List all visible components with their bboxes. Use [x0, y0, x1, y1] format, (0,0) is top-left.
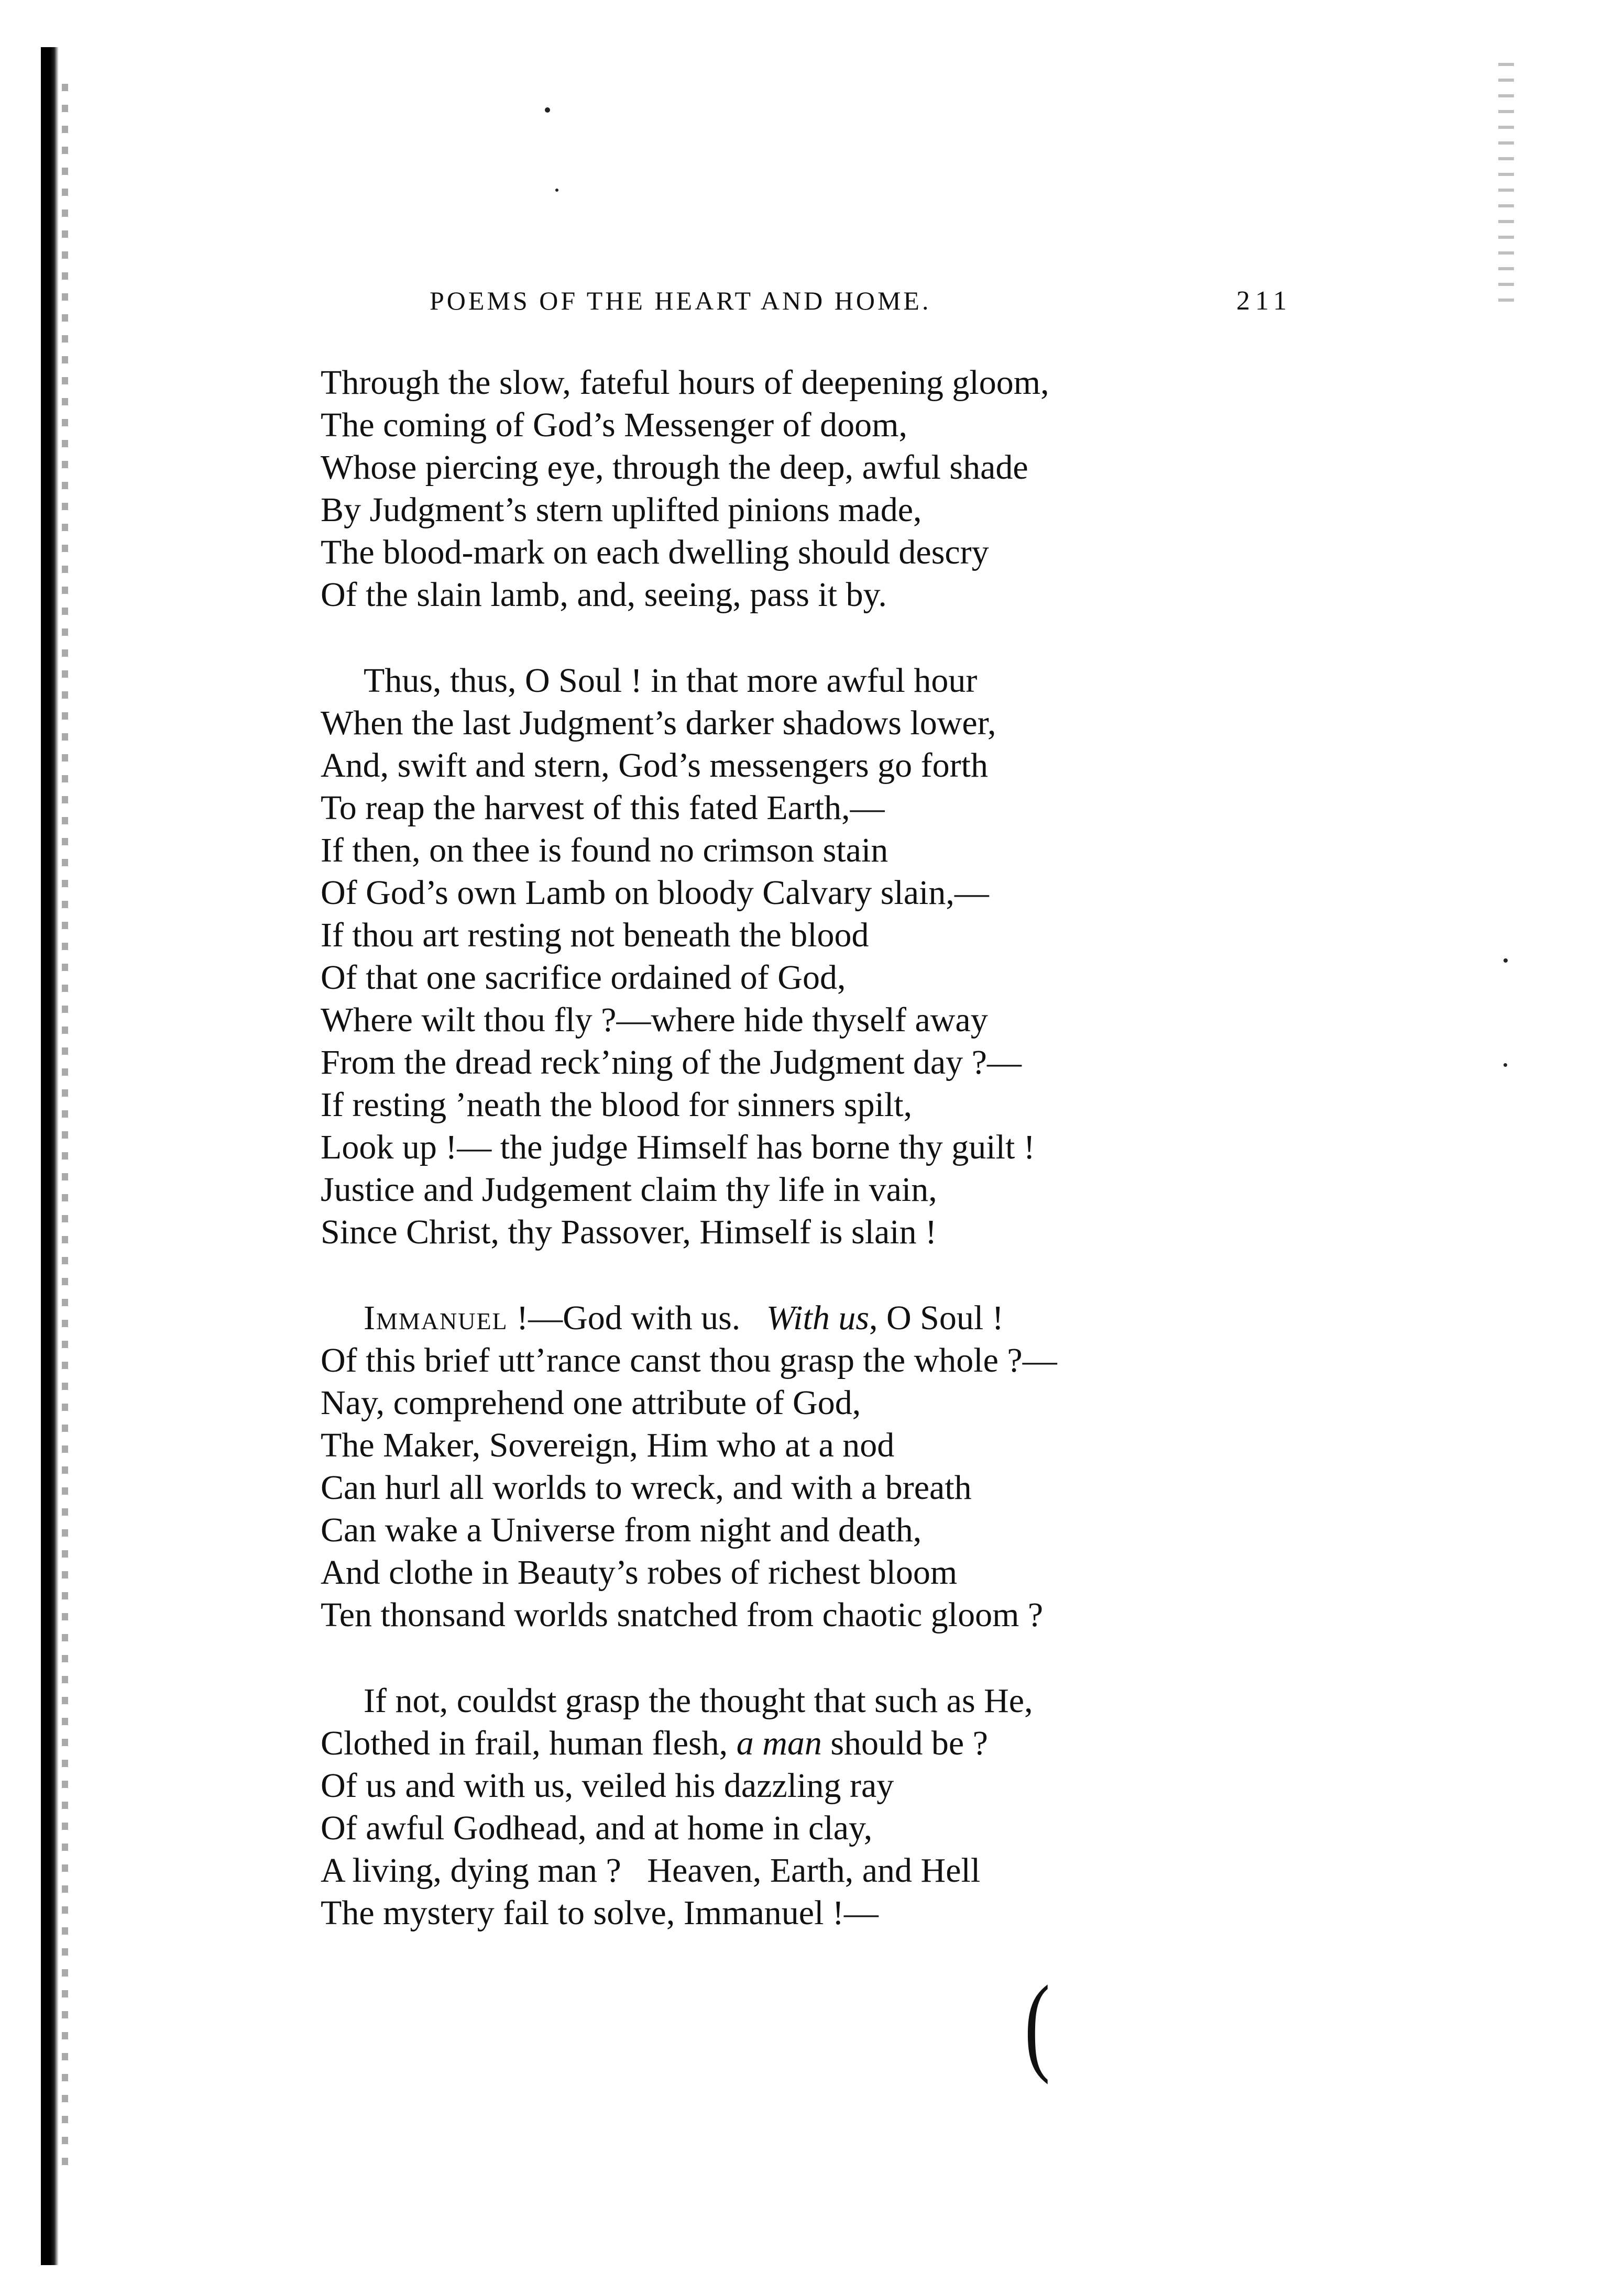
poem-line: Where wilt thou fly ?—where hide thyself away: [321, 1001, 988, 1039]
poem-body: [321, 361, 1421, 1978]
poem-line: Of us and with us, veiled his dazzling ray: [321, 1767, 894, 1805]
poem-line: Whose piercing eye, through the deep, awful shade: [321, 448, 1028, 487]
margin-specks: [1498, 63, 1514, 314]
poem-line: If then, on thee is found no crimson stain: [321, 831, 888, 869]
poem-line: When the last Judgment’s darker shadows lower,: [321, 704, 996, 742]
poem-line: [321, 1297, 1421, 1339]
stanza-3: [321, 1297, 1421, 1636]
poem-line: From the dread reck’ning of the Judgment day ?—: [321, 1043, 1022, 1081]
stanza-4: [321, 1680, 1421, 1934]
poem-line: A living, dying man ? Heaven, Earth, and Hell: [321, 1851, 981, 1890]
running-head: POEMS OF THE HEART AND HOME.: [430, 286, 931, 315]
poem-line: Ten thonsand worlds snatched from chaotic gloom ?: [321, 1596, 1044, 1634]
poem-line: The Maker, Sovereign, Him who at a nod: [321, 1426, 895, 1464]
poem-line: The coming of God’s Messenger of doom,: [321, 406, 907, 444]
poem-line: Justice and Judgement claim thy life in vain,: [321, 1171, 937, 1209]
italic-text: a man: [736, 1724, 822, 1762]
poem-line: If resting ’neath the blood for sinners spilt,: [321, 1086, 913, 1124]
poem-line: Through the slow, fateful hours of deepening gloom,: [321, 363, 1049, 402]
page-number: 211: [1236, 286, 1292, 316]
poem-line: By Judgment’s stern uplifted pinions made,: [321, 491, 922, 529]
poem-line: And, swift and stern, God’s messengers go forth: [321, 746, 988, 785]
poem-line: Look up !— the judge Himself has borne thy guilt !: [321, 1128, 1035, 1166]
italic-text: With us: [766, 1299, 870, 1337]
margin-bracket-mark: (: [1024, 1963, 1050, 2085]
line-text: should be ?: [821, 1724, 988, 1762]
stanza-2: [321, 659, 1421, 1253]
poem-line: If not, couldst grasp the thought that such as He,: [364, 1682, 1033, 1720]
poem-line: Of that one sacrifice ordained of God,: [321, 958, 846, 997]
poem-line: Can wake a Universe from night and death,: [321, 1511, 922, 1549]
poem-line: Of this brief utt’rance canst thou grasp the whole ?—: [321, 1341, 1057, 1379]
poem-line: If thou art resting not beneath the blood: [321, 916, 869, 954]
line-text: !—God with us.: [508, 1299, 766, 1337]
poem-line: Can hurl all worlds to wreck, and with a breath: [321, 1469, 972, 1507]
scan-speck: [545, 107, 550, 113]
poem-line: The blood-mark on each dwelling should descry: [321, 533, 989, 571]
scan-speck: [1504, 958, 1508, 963]
poem-line: Nay, comprehend one attribute of God,: [321, 1384, 861, 1422]
scan-speck: [555, 189, 558, 192]
poem-line: Thus, thus, O Soul ! in that more awful hour: [364, 661, 978, 700]
poem-line: Of awful Godhead, and at home in clay,: [321, 1809, 873, 1847]
poem-line: To reap the harvest of this fated Earth,—: [321, 789, 885, 827]
line-text: , O Soul !: [869, 1299, 1004, 1337]
poem-line: Since Christ, thy Passover, Himself is slain !: [321, 1213, 937, 1251]
poem-line: [321, 1722, 1421, 1764]
poem-line: The mystery fail to solve, Immanuel !—: [321, 1894, 879, 1932]
binding-shadow: [41, 47, 59, 2265]
poem-line: And clothe in Beauty’s robes of richest bloom: [321, 1553, 958, 1592]
poem-line: Of God’s own Lamb on bloody Calvary slain,—: [321, 874, 989, 912]
binding-shadow-streaks: [62, 84, 68, 2179]
immanuel-smallcaps: Immanuel: [364, 1299, 508, 1337]
stanza-1: [321, 361, 1421, 616]
poem-line: Of the slain lamb, and, seeing, pass it by.: [321, 576, 887, 614]
line-text: Clothed in frail, human flesh,: [321, 1724, 737, 1762]
scan-speck: [1504, 1063, 1507, 1067]
